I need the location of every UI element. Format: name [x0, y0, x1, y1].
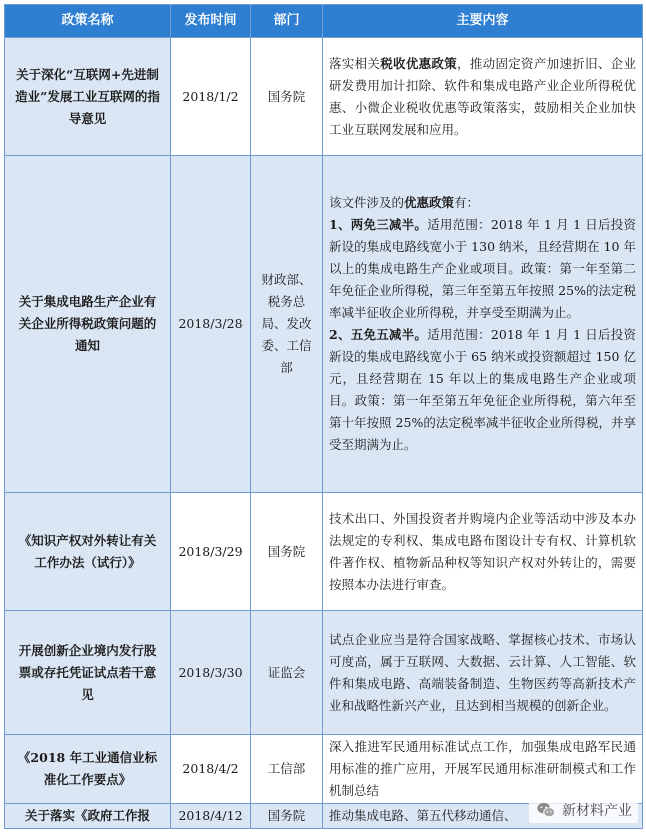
main-content: 技术出口、外国投资者并购境内企业等活动中涉及本办法规定的专利权、集成电路布图设计专有权、计算机软件著作权、植物新品种权等知识产权对外转让的，需要按照本办法进行审查。	[323, 493, 643, 611]
department: 工信部	[251, 735, 323, 804]
watermark-text: 新材料产业	[562, 803, 632, 819]
policy-name: 《2018 年工业通信业标准化工作要点》	[5, 735, 171, 804]
header-release-date: 发布时间	[171, 5, 251, 38]
table-row	[5, 735, 643, 804]
department: 财政部、税务总局、发改委、工信部	[251, 156, 323, 493]
content-item-2	[329, 324, 636, 456]
department: 国务院	[251, 38, 323, 156]
release-date: 2018/3/29	[171, 493, 251, 611]
table-row	[5, 611, 643, 735]
content-text: 有：	[454, 195, 480, 210]
content-item-title: 2、五免五减半。	[329, 327, 428, 342]
watermark	[529, 797, 638, 823]
content-intro	[329, 192, 636, 214]
wechat-icon	[535, 799, 557, 821]
header-policy-name: 政策名称	[5, 5, 171, 38]
header-department: 部门	[251, 5, 323, 38]
policy-name: 关于落实《政府工作报	[5, 804, 171, 829]
release-date: 2018/3/28	[171, 156, 251, 493]
main-content: 推动集成电路、第五代移动通信、	[323, 804, 643, 829]
header-row	[5, 5, 643, 38]
content-item-title: 1、两免三减半。	[329, 217, 428, 232]
content-text: 落实相关	[329, 55, 381, 71]
release-date: 2018/1/2	[171, 38, 251, 156]
policy-name: 关于深化“互联网+先进制造业”发展工业互联网的指导意见	[5, 38, 171, 156]
policy-name: 开展创新企业境内发行股票或存托凭证试点若干意见	[5, 611, 171, 735]
content-text: 适用范围：2018 年 1 月 1 日后投资新设的集成电路线宽小于 130 纳米，且经营期在 10 年以上的集成电路生产企业或项目。政策：第一年至第二年免征企业所得税，第三年至第五年按照 25%的法定税率减半征收企业所得税，并享受至期满为止。	[329, 217, 636, 320]
release-date: 2018/4/2	[171, 735, 251, 804]
main-content: 试点企业应当是符合国家战略、掌握核心技术、市场认可度高，属于互联网、大数据、云计算、人工智能、软件和集成电路、高端装备制造、生物医药等高新技术产业和战略性新兴产业，且达到相当规模的创新企业。	[323, 611, 643, 735]
main-content: 深入推进军民通用标准试点工作，加强集成电路军民通用标准的推广应用，开展军民通用标准研制模式和工作机制总结	[323, 735, 643, 804]
main-content	[323, 38, 643, 156]
header-main-content: 主要内容	[323, 5, 643, 38]
department: 证监会	[251, 611, 323, 735]
department: 国务院	[251, 804, 323, 829]
policy-name: 《知识产权对外转让有关工作办法（试行）》	[5, 493, 171, 611]
content-text: 该文件涉及的	[329, 195, 405, 210]
content-item-1	[329, 214, 636, 324]
policy-name: 关于集成电路生产企业有关企业所得税政策问题的通知	[5, 156, 171, 493]
content-text: ，推动固定资产加速折旧、企业研发费用加计扣除、软件和集成电路产业企业所得税优惠、小微企业税收优惠等政策落实，鼓励相关企业加快工业互联网发展和应用。	[329, 55, 636, 137]
content-highlight: 税收优惠政策	[380, 55, 458, 71]
content-highlight: 优惠政策	[404, 195, 455, 210]
release-date: 2018/3/30	[171, 611, 251, 735]
table-row	[5, 493, 643, 611]
release-date: 2018/4/12	[171, 804, 251, 829]
main-content	[323, 156, 643, 493]
table-row	[5, 38, 643, 156]
content-text: 适用范围：2018 年 1 月 1 日后投资新设的集成电路线宽小于 65 纳米或投资额超过 150 亿元，且经营期在 15 年以上的集成电路生产企业或项目。政策：第一年至第五年免征企业所得税，第六年至第十年按照 25%的法定税率减半征收企业所得税，并享受至期满为止。	[329, 327, 636, 452]
department: 国务院	[251, 493, 323, 611]
policy-table	[4, 4, 643, 829]
table-row	[5, 156, 643, 493]
